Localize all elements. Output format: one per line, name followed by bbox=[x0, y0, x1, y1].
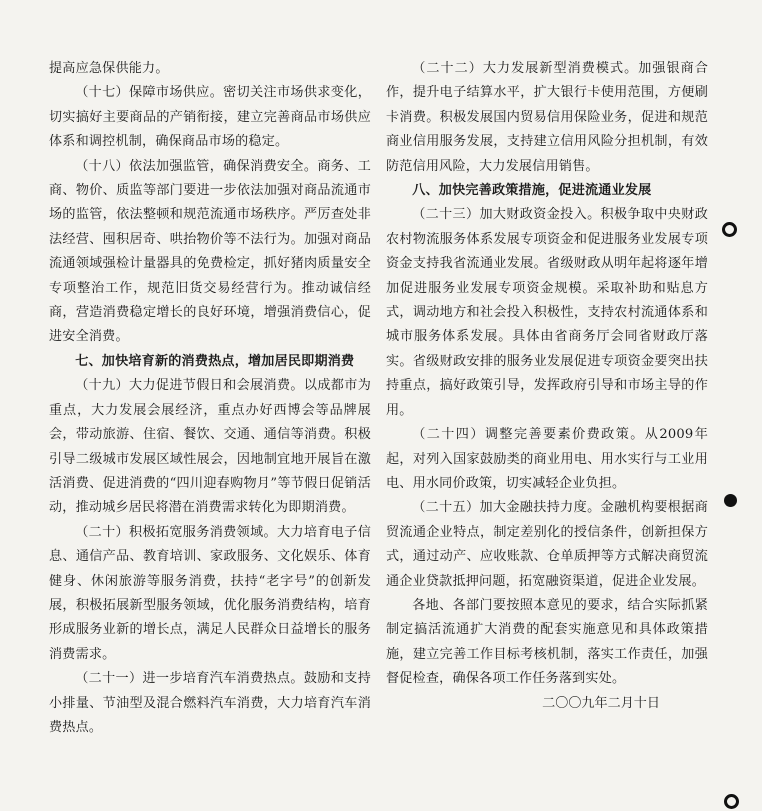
paragraph: 提高应急保供能力。 bbox=[49, 61, 169, 76]
document-date: 二〇〇九年二月十日 bbox=[542, 695, 660, 711]
left-column bbox=[49, 57, 371, 740]
right-column-paragraphs bbox=[386, 57, 708, 692]
paragraph: （二十二）大力发展新型消费模式。加强银商合作，提升电子结算水平，扩大银行卡使用范围，方便刷卡消费。积极发展国内贸易信用保险业务，促进和规范商业信用服务发展，支持建立信用风险分担机制，有效防范信用风险，大力发展信用销售。 bbox=[386, 61, 708, 174]
paragraph: （二十一）进一步培育汽车消费热点。鼓励和支持小排量、节油型及混合燃料汽车消费，大力培育汽车消费热点。 bbox=[49, 671, 371, 735]
paragraph: （十七）保障市场供应。密切关注市场供求变化，切实搞好主要商品的产销衔接，建立完善商品市场供应体系和调控机制，确保商品市场的稳定。 bbox=[49, 85, 371, 150]
paragraph: （十九）大力促进节假日和会展消费。以成都市为重点，大力发展会展经济，重点办好西博会等品牌展会，带动旅游、住宿、餐饮、交通、通信等消费。积极引导二级城市发展区域性展会，因地制宜地开展旨在激活消费、促进消费的“四川迎春购物月”等节假日促销活动，推动城乡居民将潜在消费需求转化为即期消费。 bbox=[49, 378, 371, 516]
paragraph: （二十三）加大财政资金投入。积极争取中央财政农村物流服务体系发展专项资金和促进服务业发展专项资金支持我省流通业发展。省级财政从明年起将逐年增加促进服务业发展专项资金规模。采取补助和贴息方式，调动地方和社会投入积极性，支持农村流通体系和城市服务体系发展。具体由省商务厅会同省财政厅落实。省级财政安排的服务业发展促进专项资金要突出扶持重点，搞好政策引导，发挥政府引导和市场主导的作用。 bbox=[386, 207, 708, 418]
paragraph: （二十四）调整完善要素价费政策。从2009年起，对列入国家鼓励类的商业用电、用水实行与工业用电、用水同价政策，切实减轻企业负担。 bbox=[386, 427, 708, 491]
binding-hole-dot-icon bbox=[724, 494, 737, 507]
right-column bbox=[386, 57, 708, 716]
paragraph: （十八）依法加强监管，确保消费安全。商务、工商、物价、质监等部门要进一步依法加强对商品流通市场的监管，依法整顿和规范流通市场秩序。严厉查处非法经营、囤积居奇、哄抬物价等不法行为。加强对商品流通领域强检计量器具的免费检定，抓好猪肉质量安全专项整治工作，规范旧货交易经营行为。推动诚信经商，营造消费稳定增长的良好环境，增强消费信心，促进安全消费。 bbox=[49, 158, 371, 345]
paragraph: （二十）积极拓宽服务消费领域。大力培育电子信息、通信产品、教育培训、家政服务、文化娱乐、体育健身、休闲旅游等服务消费，扶持“老字号”的创新发展，积极拓展新型服务领域，优化服务消费结构，培育形成服务业新的增长点，满足人民群众日益增长的服务消费需求。 bbox=[49, 524, 371, 662]
paragraph: （二十五）加大金融扶持力度。金融机构要根据商贸流通企业特点，制定差别化的授信条件，创新担保方式，通过动产、应收账款、仓单质押等方式解决商贸流通企业贷款抵押问题，拓宽融资渠道，促进企业发展。 bbox=[386, 500, 708, 589]
section-heading: 八、加快完善政策措施，促进流通业发展 bbox=[412, 183, 652, 199]
binding-hole-ring-icon bbox=[722, 222, 737, 237]
binding-hole-ring-icon bbox=[724, 794, 739, 809]
section-heading: 七、加快培育新的消费热点，增加居民即期消费 bbox=[75, 353, 355, 369]
paragraph: 各地、各部门要按照本意见的要求，结合实际抓紧制定搞活流通扩大消费的配套实施意见和具体政策措施，建立完善工作目标考核机制，落实工作责任，加强督促检查，确保各项工作任务落到实处。 bbox=[386, 597, 708, 687]
